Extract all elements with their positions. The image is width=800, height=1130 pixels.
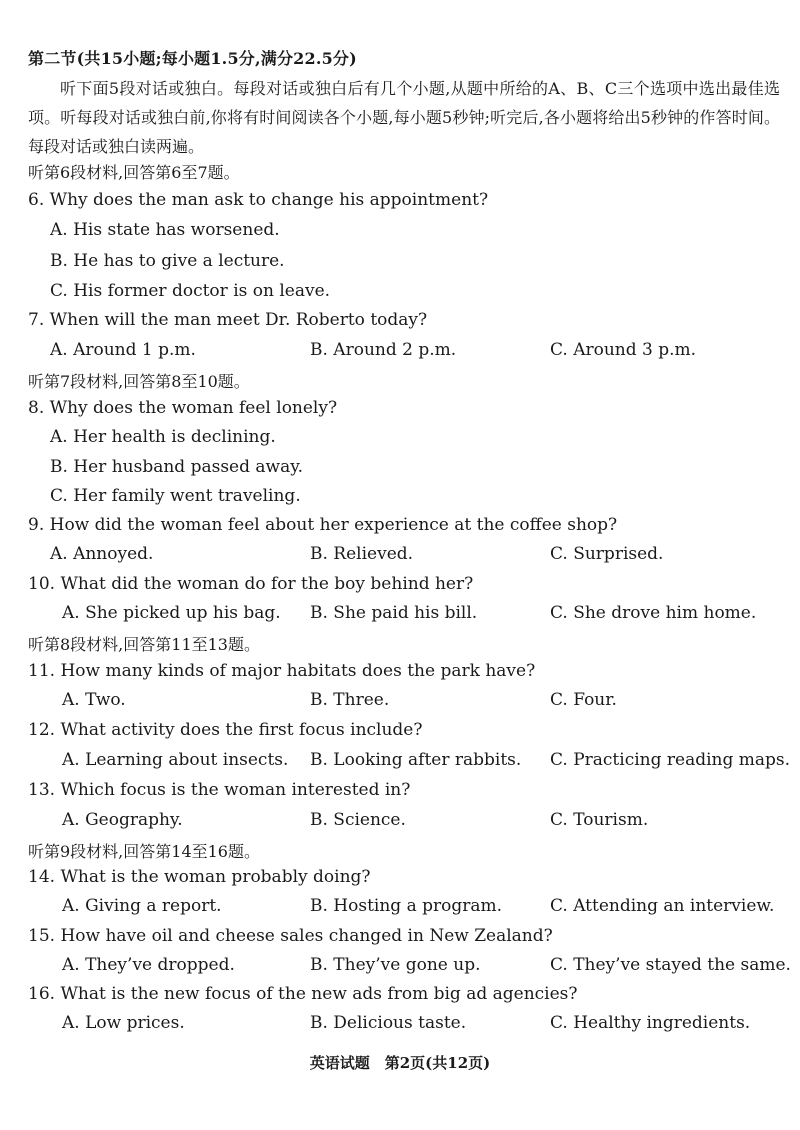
- option-a: A. Geography.: [62, 810, 183, 830]
- option-c: C. She drove him home.: [550, 603, 757, 623]
- question-stem: 14. What is the woman probably doing?: [28, 867, 371, 887]
- option-c: C. Surprised.: [550, 544, 664, 564]
- option-a: A. Two.: [62, 690, 126, 710]
- segment-heading: 听第7段材料,回答第8至10题。: [28, 372, 250, 391]
- option-a: A. Low prices.: [62, 1013, 185, 1033]
- segment-heading: 听第8段材料,回答第11至13题。: [28, 635, 260, 654]
- question-stem: 11. How many kinds of major habitats does the park have?: [28, 661, 536, 681]
- option-c: C. They’ve stayed the same.: [550, 955, 791, 975]
- option-a: A. Learning about insects.: [62, 750, 289, 770]
- option-c: C. Healthy ingredients.: [550, 1013, 751, 1033]
- option-c: C. Her family went traveling.: [50, 486, 301, 506]
- option-c: C. His former doctor is on leave.: [50, 281, 331, 301]
- question-stem: 7. When will the man meet Dr. Roberto today?: [28, 310, 428, 330]
- question-stem: 15. How have oil and cheese sales changed in New Zealand?: [28, 926, 553, 946]
- instructions-text: 听下面5段对话或独白。每段对话或独白后有几个小题,从题中所给的A、B、C三个选项中选出最佳选项。听每段对话或独白前,你将有时间阅读各个小题,每小题5秒钟;听完后,各小题将给出5秒钟的作答时间。每段对话或独白读两遍。: [28, 79, 780, 156]
- page-footer: 英语试题 第2页(共12页): [309, 1054, 491, 1072]
- option-b: B. Around 2 p.m.: [310, 340, 457, 360]
- option-c: C. Around 3 p.m.: [550, 340, 697, 360]
- question-stem: 8. Why does the woman feel lonely?: [28, 398, 338, 418]
- option-a: A. His state has worsened.: [50, 220, 280, 240]
- option-b: B. He has to give a lecture.: [50, 251, 285, 271]
- option-b: B. Looking after rabbits.: [310, 750, 522, 770]
- segment-heading: 听第6段材料,回答第6至7题。: [28, 163, 240, 182]
- option-b: B. They’ve gone up.: [310, 955, 481, 975]
- option-b: B. Her husband passed away.: [50, 457, 303, 477]
- option-c: C. Four.: [550, 690, 617, 710]
- option-a: A. She picked up his bag.: [62, 603, 281, 623]
- option-a: A. Giving a report.: [62, 896, 222, 916]
- option-a: A. Annoyed.: [50, 544, 154, 564]
- option-c: C. Tourism.: [550, 810, 649, 830]
- question-stem: 13. Which focus is the woman interested in?: [28, 780, 411, 800]
- question-stem: 9. How did the woman feel about her experience at the coffee shop?: [28, 515, 618, 535]
- option-b: B. Science.: [310, 810, 406, 830]
- option-c: C. Attending an interview.: [550, 896, 775, 916]
- option-c: C. Practicing reading maps.: [550, 750, 791, 770]
- option-b: B. Relieved.: [310, 544, 414, 564]
- segment-heading: 听第9段材料,回答第14至16题。: [28, 842, 260, 861]
- option-b: B. Hosting a program.: [310, 896, 503, 916]
- question-stem: 10. What did the woman do for the boy behind her?: [28, 574, 474, 594]
- question-stem: 12. What activity does the first focus include?: [28, 720, 423, 740]
- option-b: B. She paid his bill.: [310, 603, 478, 623]
- option-a: A. Her health is declining.: [50, 427, 276, 447]
- question-stem: 16. What is the new focus of the new ads from big ad agencies?: [28, 984, 578, 1004]
- option-a: A. Around 1 p.m.: [50, 340, 196, 360]
- option-b: B. Three.: [310, 690, 390, 710]
- option-b: B. Delicious taste.: [310, 1013, 467, 1033]
- option-a: A. They’ve dropped.: [62, 955, 235, 975]
- question-stem: 6. Why does the man ask to change his appointment?: [28, 190, 489, 210]
- section-title: 第二节(共15小题;每小题1.5分,满分22.5分): [28, 49, 357, 68]
- section-instructions: [28, 74, 780, 161]
